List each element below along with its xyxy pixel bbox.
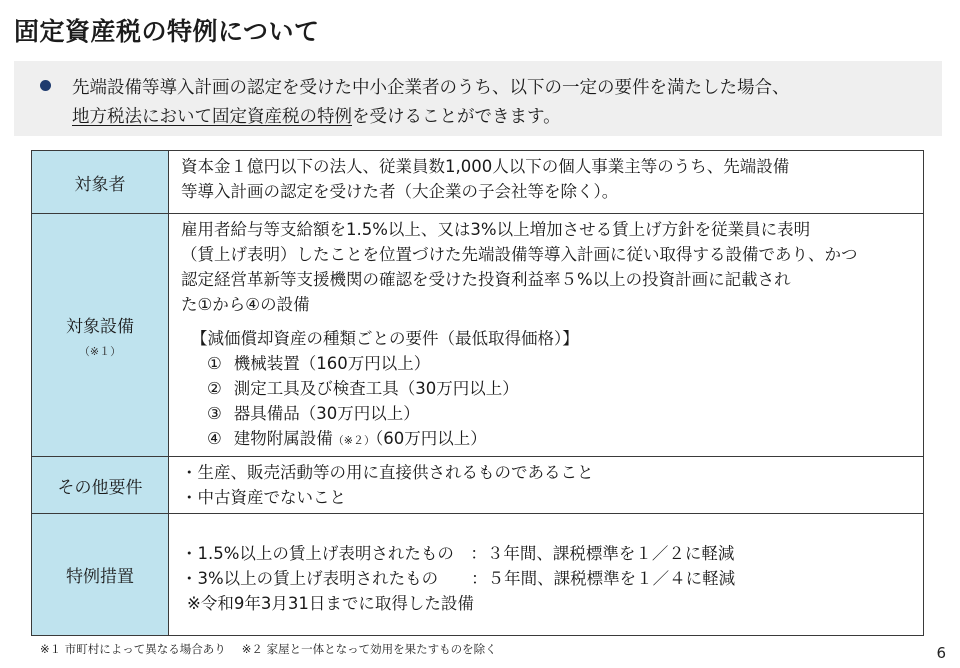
- intro-rest-text: を受けることができます。: [352, 107, 561, 127]
- equipment-item-4: [181, 426, 915, 453]
- table-row-other: [32, 457, 924, 514]
- equipment-label: 対象設備: [66, 316, 134, 337]
- item-text: 建物附属設備: [233, 429, 333, 448]
- table-row-equipment: [32, 214, 924, 457]
- footnote-1: ※１ 市町村によって異なる場合あり: [40, 642, 226, 656]
- bullet-icon: [40, 80, 51, 91]
- item-text: 測定工具及び検査工具（30万円以上）: [233, 379, 519, 398]
- special-line-1: ・1.5%以上の賃上げ表明されたもの ：３年間、課税標準を１／２に軽減: [181, 543, 735, 563]
- footnote-2: ※２ 家屋と一体となって効用を果たすものを除く: [241, 642, 497, 656]
- equipment-line-4: た①から④の設備: [181, 295, 310, 314]
- row-content-equipment: [169, 214, 924, 457]
- item-text: 器具備品（30万円以上）: [233, 404, 420, 423]
- equipment-item-2: [181, 376, 915, 401]
- equipment-item-1: [181, 351, 915, 376]
- equipment-sub-heading: 【減価償却資産の種類ごとの要件（最低取得価格）】: [191, 329, 579, 348]
- equipment-line-1: 雇用者給与等支給額を1.5%以上、又は3%以上増加させる賃上げ方針を従業員に表明: [181, 220, 811, 239]
- row-label-target: 対象者: [32, 151, 169, 214]
- item-number: ①: [207, 354, 222, 373]
- other-line-2: ・中古資産でないこと: [181, 488, 346, 507]
- intro-underlined-text: 地方税法において固定資産税の特例: [72, 107, 352, 127]
- intro-line-1: 先端設備等導入計画の認定を受けた中小企業者のうち、以下の一定の要件を満たした場合、: [72, 78, 790, 98]
- table-row-target: [32, 151, 924, 214]
- target-line-1: 資本金１億円以下の法人、従業員数1,000人以下の個人事業主等のうち、先端設備: [181, 157, 790, 176]
- equipment-line-3: 認定経営革新等支援機関の確認を受けた投資利益率５%以上の投資計画に記載され: [181, 270, 791, 289]
- row-label-equipment: [32, 214, 169, 457]
- row-label-other: その他要件: [32, 457, 169, 514]
- row-content-other: [169, 457, 924, 514]
- row-content-target: [169, 151, 924, 214]
- item-number: ③: [207, 404, 222, 423]
- item-number: ②: [207, 379, 222, 398]
- intro-box: [14, 61, 942, 136]
- target-line-2: 等導入計画の認定を受けた者（大企業の子会社等を除く）。: [181, 182, 619, 201]
- requirements-table: [31, 150, 924, 636]
- page-number: 6: [936, 644, 946, 662]
- other-line-1: ・生産、販売活動等の用に直接供されるものであること: [181, 463, 594, 482]
- special-line-2: ・3%以上の賃上げ表明されたもの ：５年間、課税標準を１／４に軽減: [181, 568, 736, 588]
- equipment-line-2: （賃上げ表明）したことを位置づけた先端設備等導入計画に従い取得する設備であり、かつ: [181, 245, 858, 264]
- item-text: 機械装置（160万円以上）: [233, 354, 431, 373]
- item-note: （※２）: [332, 434, 376, 447]
- item-after-text: （60万円以上）: [375, 429, 487, 448]
- item-number: ④: [207, 429, 222, 448]
- special-line-3: ※令和9年3月31日までに取得した設備: [187, 593, 474, 613]
- page-title: 固定資産税の特例について: [14, 17, 320, 46]
- equipment-label-note: （※１）: [78, 344, 122, 358]
- intro-line-2: [72, 103, 561, 128]
- table-row-special: [32, 514, 924, 636]
- footnotes: [40, 641, 497, 657]
- equipment-item-3: [181, 401, 915, 426]
- row-content-special: [169, 514, 924, 636]
- row-label-special: 特例措置: [32, 514, 169, 636]
